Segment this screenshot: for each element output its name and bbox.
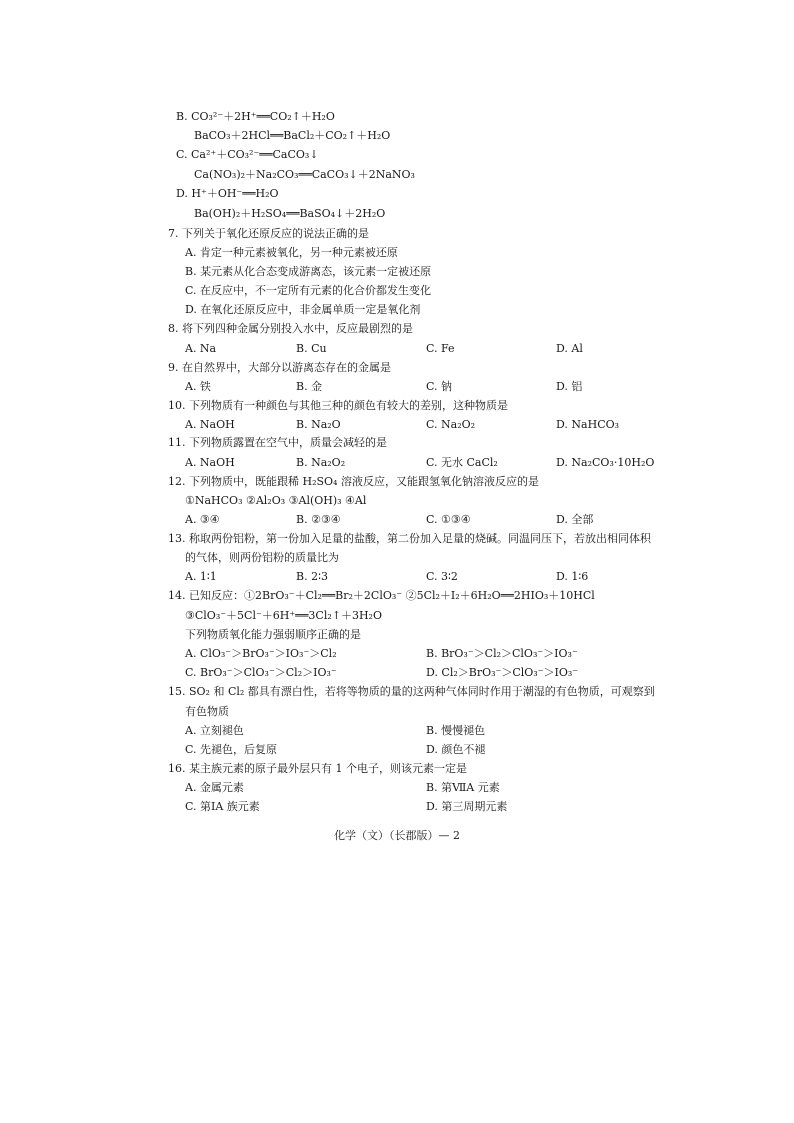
q8-option-c: C. Fe [426,342,455,355]
q15-option-b: B. 慢慢褪色 [426,724,486,737]
q10-stem: 10. 下列物质有一种颜色与其他三种的颜色有较大的差别，这种物质是 [168,399,508,412]
q15-option-a: A. 立刻褪色 [185,724,244,737]
q8-option-a: A. Na [185,342,217,355]
q9-option-d: D. 铝 [556,380,583,393]
q12-option-a: A. ③④ [185,513,220,526]
q9-option-c: C. 钠 [426,380,453,393]
q8-option-d: D. Al [556,342,583,355]
q8-stem: 8. 将下列四种金属分别投入水中，反应最剧烈的是 [168,322,413,335]
page-footer: 化学（文）（长郡版）— 2 [334,829,460,842]
q11-option-b: B. Na₂O₂ [296,456,346,469]
q9-option-a: A. 铁 [185,380,211,393]
q15-option-d: D. 颜色不褪 [426,743,486,756]
q16-stem: 16. 某主族元素的原子最外层只有 1 个电子，则该元素一定是 [168,762,467,775]
q14-question: 下列物质氧化能力强弱顺序正确的是 [185,628,361,641]
q16-option-d: D. 第三周期元素 [426,800,508,813]
q13-option-b: B. 2∶3 [296,570,328,583]
q15-stem-cont: 有色物质 [185,705,229,718]
q11-option-d: D. Na₂CO₃·10H₂O [556,456,655,469]
q12-option-b: B. ②③④ [296,513,341,526]
q10-option-a: A. NaOH [185,418,235,431]
q7-stem: 7. 下列关于氧化还原反应的说法正确的是 [168,227,369,240]
q10-option-d: D. NaHCO₃ [556,418,620,431]
q14-option-a: A. ClO₃⁻＞BrO₃⁻＞IO₃⁻＞Cl₂ [185,647,337,660]
q6-option-b-equation: BaCO₃＋2HCl══BaCl₂＋CO₂↑＋H₂O [194,129,391,142]
q13-option-d: D. 1∶6 [556,570,589,583]
q13-option-a: A. 1∶1 [185,570,217,583]
q8-option-b: B. Cu [296,342,327,355]
q16-option-a: A. 金属元素 [185,781,244,794]
q9-stem: 9. 在自然界中，大部分以游离态存在的金属是 [168,361,391,374]
q12-stem: 12. 下列物质中，既能跟稀 H₂SO₄ 溶液反应，又能跟氢氧化钠溶液反应的是 [168,475,539,488]
q15-stem: 15. SO₂ 和 Cl₂ 都具有漂白性，若将等物质的量的这两种气体同时作用于潮湿的有色物质，可观察到 [168,685,655,698]
q16-option-c: C. 第ⅠA 族元素 [185,800,260,813]
q6-option-d: D. H⁺＋OH⁻══H₂O [176,187,279,200]
q6-option-d-equation: Ba(OH)₂＋H₂SO₄══BaSO₄↓＋2H₂O [194,207,386,220]
q12-option-c: C. ①③④ [426,513,471,526]
q12-option-d: D. 全部 [556,513,594,526]
q10-option-c: C. Na₂O₂ [426,418,476,431]
q7-option-a: A. 肯定一种元素被氧化，另一种元素被还原 [185,246,398,259]
q11-stem: 11. 下列物质露置在空气中，质量会减轻的是 [168,436,387,449]
q11-option-a: A. NaOH [185,456,235,469]
q6-option-c-equation: Ca(NO₃)₂＋Na₂CO₃══CaCO₃↓＋2NaNO₃ [194,168,415,181]
q7-option-b: B. 某元素从化合态变成游离态，该元素一定被还原 [185,265,432,278]
q14-reaction-3: ③ClO₃⁻＋5Cl⁻＋6H⁺══3Cl₂↑＋3H₂O [185,609,382,622]
q15-option-c: C. 先褪色，后复原 [185,743,278,756]
q9-option-b: B. 金 [296,380,323,393]
q11-option-c: C. 无水 CaCl₂ [426,456,498,469]
q14-stem: 14. 已知反应：①2BrO₃⁻＋Cl₂══Br₂＋2ClO₃⁻ ②5Cl₂＋I₂＋6H₂O══2HIO₃＋10HCl [168,589,595,602]
q13-option-c: C. 3∶2 [426,570,458,583]
q13-stem-cont: 的气体，则两份铝粉的质量比为 [185,551,339,564]
q6-option-c: C. Ca²⁺＋CO₃²⁻══CaCO₃↓ [176,148,319,161]
q10-option-b: B. Na₂O [296,418,341,431]
q16-option-b: B. 第ⅦA 元素 [426,781,500,794]
q7-option-d: D. 在氧化还原反应中，非金属单质一定是氧化剂 [185,303,421,316]
q6-option-b: B. CO₃²⁻＋2H⁺══CO₂↑＋H₂O [176,110,335,123]
q14-option-c: C. BrO₃⁻＞ClO₃⁻＞Cl₂＞IO₃⁻ [185,666,337,679]
q14-option-b: B. BrO₃⁻＞Cl₂＞ClO₃⁻＞IO₃⁻ [426,647,578,660]
q7-option-c: C. 在反应中，不一定所有元素的化合价都发生变化 [185,284,432,297]
q12-items: ①NaHCO₃ ②Al₂O₃ ③Al(OH)₃ ④Al [185,494,367,507]
q13-stem: 13. 称取两份铝粉，第一份加入足量的盐酸，第二份加入足量的烧碱。同温同压下，若放出相同体积 [168,532,651,545]
q14-option-d: D. Cl₂＞BrO₃⁻＞ClO₃⁻＞IO₃⁻ [426,666,579,679]
